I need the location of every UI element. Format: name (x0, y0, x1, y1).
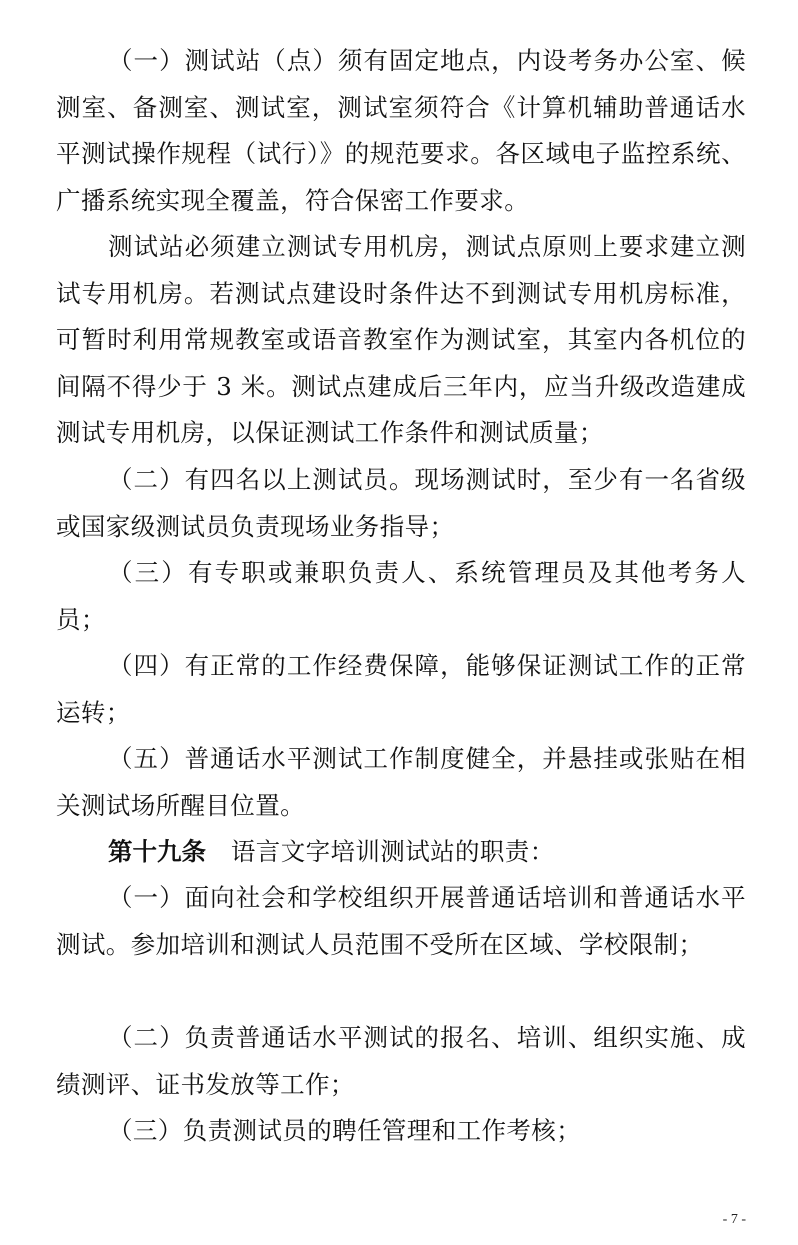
paragraph-10 (56, 1108, 746, 1155)
paragraph-9 (56, 1015, 746, 1108)
page-number: - 7 - (722, 1212, 746, 1227)
paragraph-text: （二）负责普通话水平测试的报名、培训、组织实施、成绩测评、证书发放等工作； (56, 1023, 746, 1099)
paragraph-text: 测试站必须建立测试专用机房，测试点原则上要求建立测试专用机房。若测试点建设时条件达不到测试专用机房标准，可暂时利用常规教室或语音教室作为测试室，其室内各机位的间隔不得少于 3 米。测试点建成后三年内，应当升级改造建成测试专用机房，以保证测试工作条件和测试质量； (56, 232, 746, 447)
paragraph-2 (56, 224, 746, 457)
paragraph-text: （五）普通话水平测试工作制度健全，并悬挂或张贴在相关测试场所醒目位置。 (56, 744, 746, 820)
paragraph-6 (56, 736, 746, 829)
paragraph-1 (56, 38, 746, 224)
article-number: 第十九条 (108, 837, 206, 866)
paragraph-text: （一）面向社会和学校组织开展普通话培训和普通话水平测试。参加培训和测试人员范围不受所在区域、学校限制； (56, 883, 746, 959)
paragraph-5 (56, 643, 746, 736)
paragraph-text: 语言文字培训测试站的职责： (206, 837, 555, 866)
paragraph-4 (56, 550, 746, 643)
paragraph-text: （一）测试站（点）须有固定地点，内设考务办公室、候测室、备测室、测试室，测试室须符合《计算机辅助普通话水平测试操作规程（试行）》的规范要求。各区域电子监控系统、广播系统实现全覆盖，符合保密工作要求。 (56, 46, 746, 215)
paragraph-8 (56, 875, 746, 968)
paragraph-3 (56, 457, 746, 550)
paragraph-text: （三）负责测试员的聘任管理和工作考核； (108, 1116, 582, 1145)
paragraph-text: （二）有四名以上测试员。现场测试时，至少有一名省级或国家级测试员负责现场业务指导； (56, 465, 746, 541)
article-19-heading (56, 829, 746, 876)
paragraph-text: （四）有正常的工作经费保障，能够保证测试工作的正常运转； (56, 651, 746, 727)
paragraph-text: （三）有专职或兼职负责人、系统管理员及其他考务人员； (56, 558, 746, 634)
